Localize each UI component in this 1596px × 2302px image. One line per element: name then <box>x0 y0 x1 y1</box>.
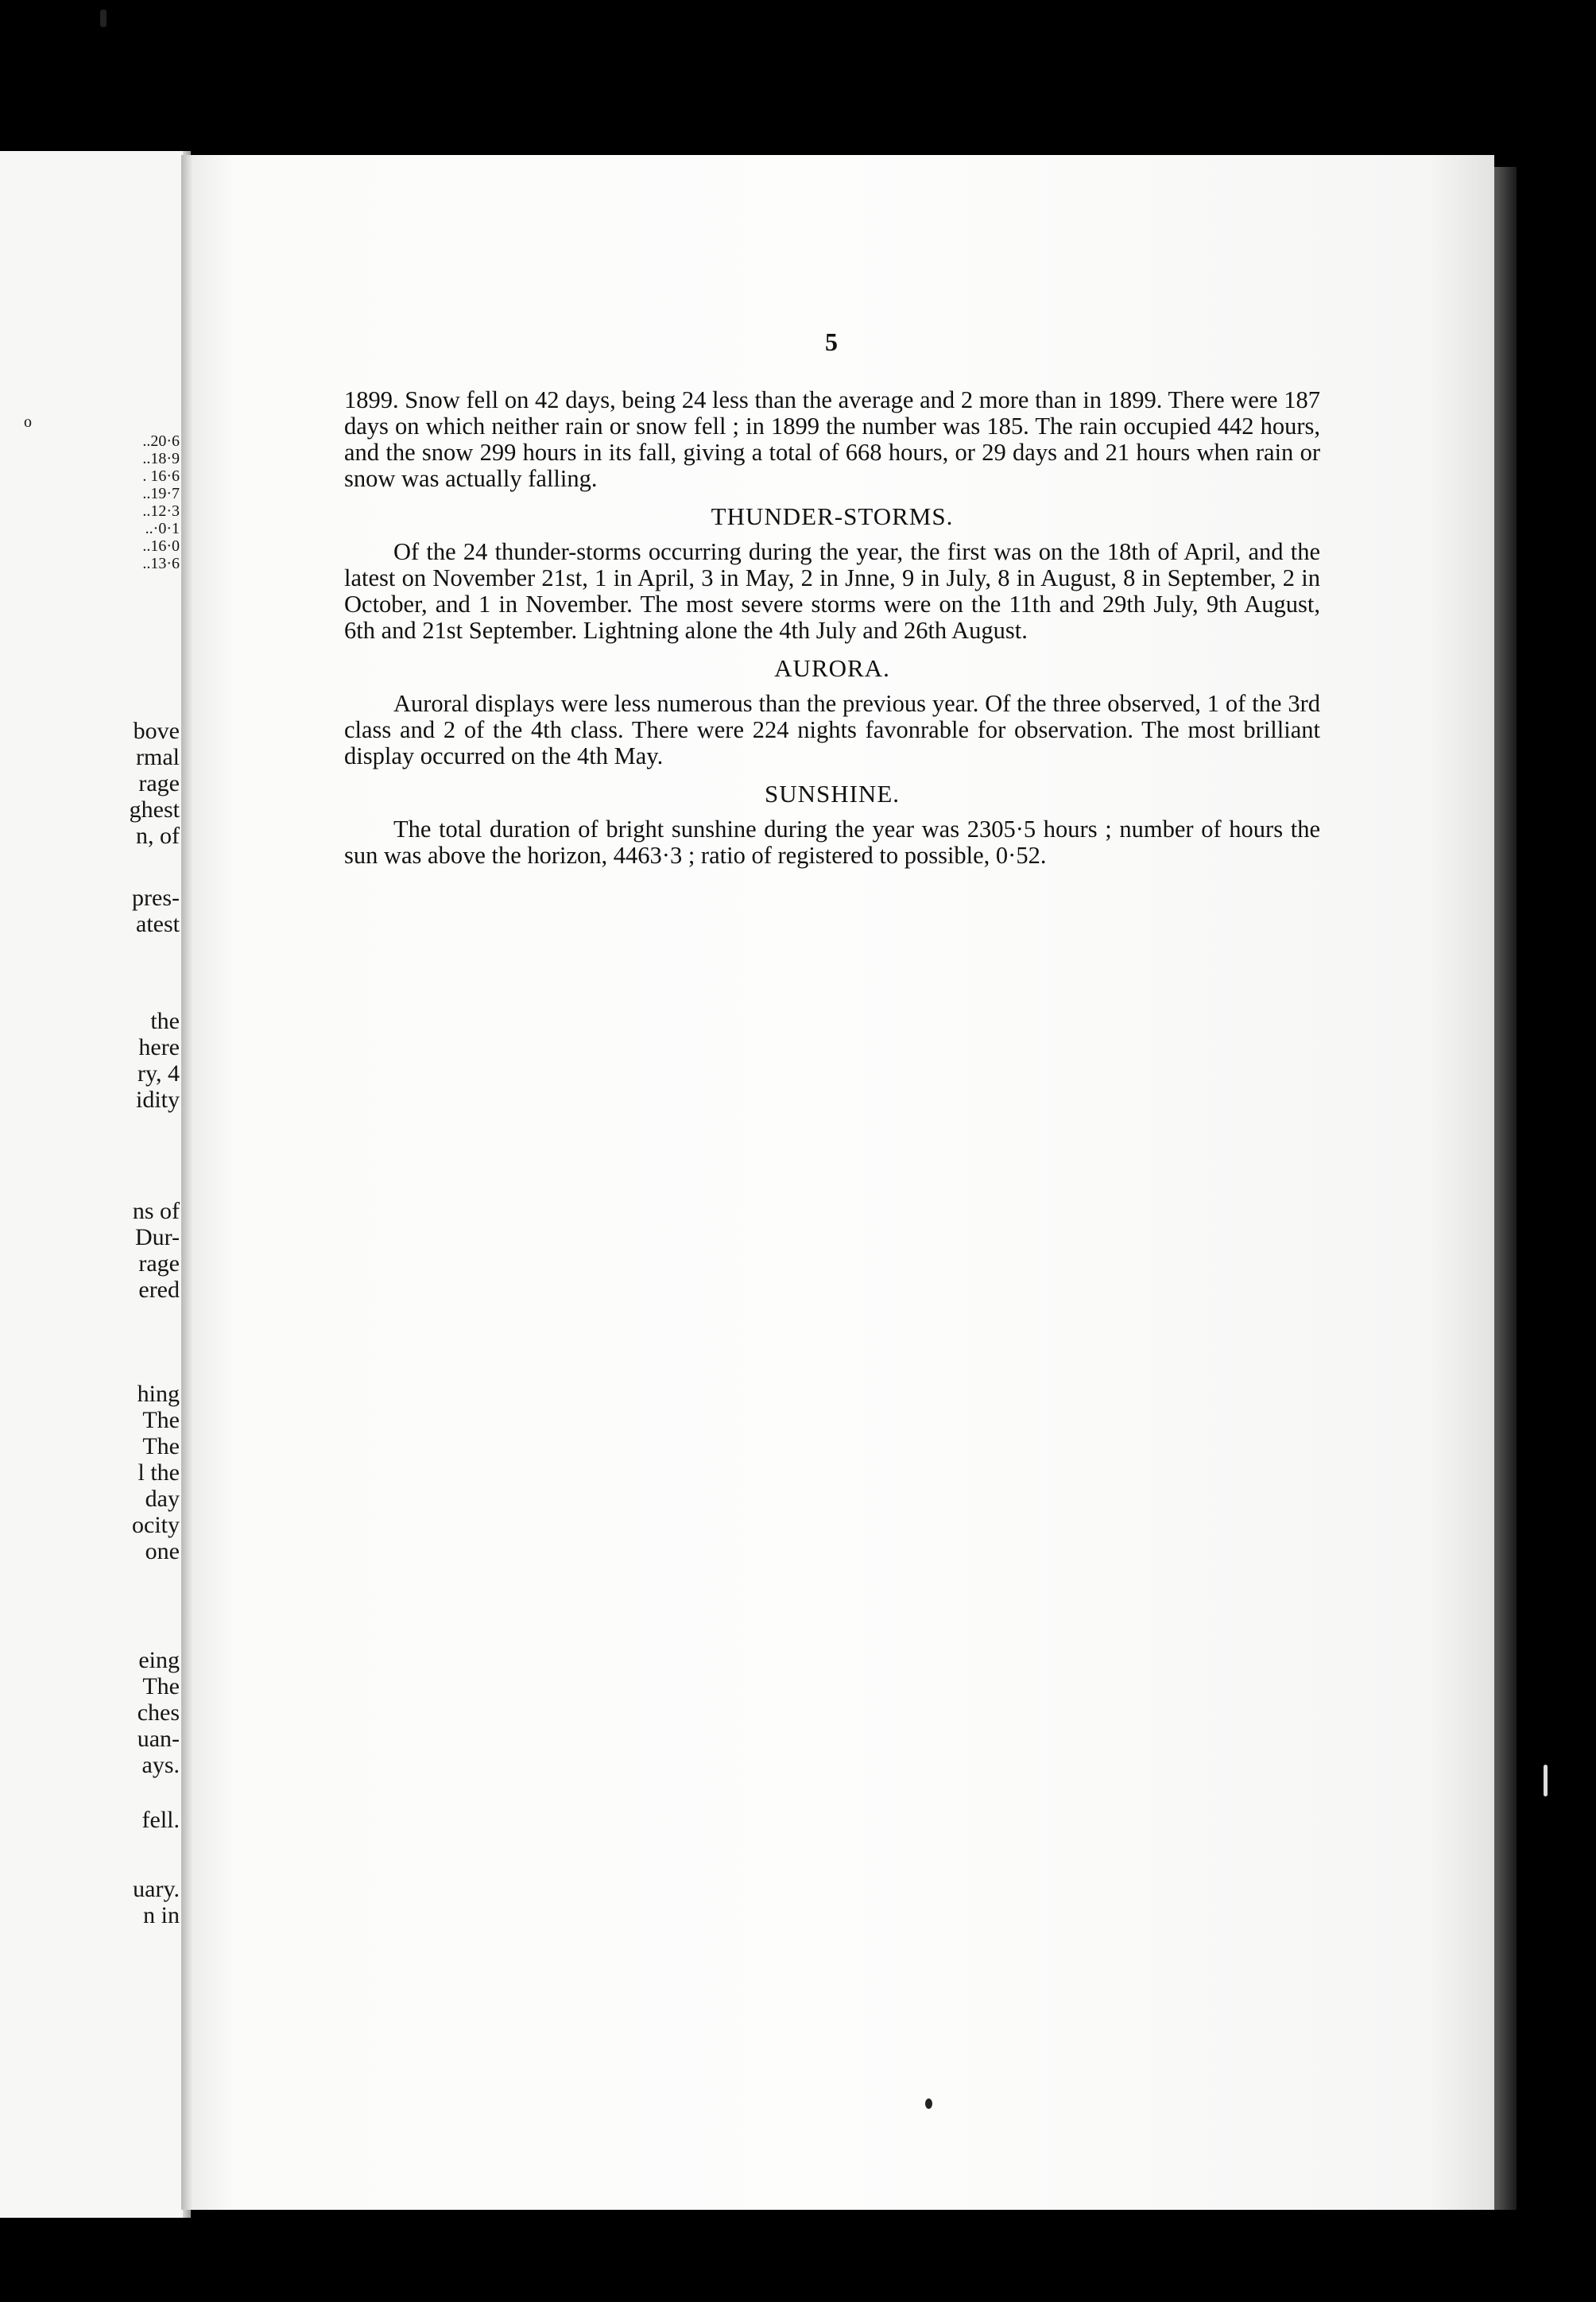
left-text-line: one <box>145 1538 180 1564</box>
left-text-line: n, of <box>136 823 180 849</box>
section-heading-aurora: AURORA. <box>774 654 890 682</box>
left-text-line: n in <box>143 1902 180 1928</box>
left-text-line: hing <box>137 1381 180 1407</box>
section-body-sunshine: The total duration of bright sunshine during the year was 2305·5 hours ; number of hours the sun was above the horizon, 4463·3 ; ratio of registered to possible, 0·52. <box>344 816 1320 869</box>
left-table-value: ..13·6 <box>142 555 180 572</box>
left-text-line: The <box>142 1673 180 1699</box>
section-heading-thunder-storms: THUNDER-STORMS. <box>711 502 954 530</box>
left-text-line: uan- <box>137 1726 180 1752</box>
left-text-line: here <box>138 1034 180 1060</box>
left-table-value: ..20·6 <box>142 432 180 450</box>
left-text-line: The <box>142 1433 180 1459</box>
section-body-thunder-storms: Of the 24 thunder-storms occurring during the year, the first was on the 18th of April, and the latest on November 21st, 1 in April, 3 in May, 2 in Jnne, 9 in July, 8 in August, 8 in September, 2 in October, and 1 in November. The most severe storms were on the 11th and 29th July, 9th August, 6th and 21st September. Lightning alone the 4th July and 26th August. <box>344 538 1320 644</box>
left-text-line: rmal <box>136 744 180 770</box>
left-text-line: ns of <box>132 1198 180 1224</box>
left-table-value: . 16·6 <box>142 467 180 485</box>
left-facing-page <box>0 151 191 2218</box>
left-text-line: ocity <box>132 1512 180 1538</box>
left-table-value: ..18·9 <box>142 450 180 467</box>
scan-speck <box>925 2099 932 2109</box>
left-text-line: the <box>150 1008 180 1034</box>
left-table-value: ..12·3 <box>142 502 180 520</box>
left-text-line: uary. <box>133 1876 180 1902</box>
left-text-line: atest <box>136 911 180 937</box>
left-text-line: day <box>145 1486 180 1512</box>
left-text-line: The <box>142 1407 180 1433</box>
section-heading-sunshine: SUNSHINE. <box>764 780 901 808</box>
page-number: 5 <box>825 327 838 356</box>
left-text-line: ays. <box>141 1752 180 1778</box>
page-body <box>344 387 1320 869</box>
left-text-line: l the <box>138 1459 180 1486</box>
left-text-line: Dur- <box>134 1224 180 1250</box>
left-text-line: ches <box>137 1699 180 1726</box>
left-table-value: ..·0·1 <box>145 520 180 537</box>
left-table-header: o <box>24 413 32 431</box>
left-text-line: ry, 4 <box>137 1060 180 1087</box>
section-body-aurora: Auroral displays were less numerous than the previous year. Of the three observed, 1 of the 3rd class and 2 of the 4th class. There were 224 nights favonrable for observation. The most brilliant display occurred on the 4th May. <box>344 690 1320 769</box>
left-text-line: ered <box>138 1277 180 1303</box>
left-text-line: fell. <box>141 1807 180 1833</box>
scan-speck <box>100 10 107 27</box>
left-text-line: bove <box>133 718 180 744</box>
opening-paragraph: 1899. Snow fell on 42 days, being 24 less than the average and 2 more than in 1899. There were 187 days on which neither rain or snow fell ; in 1899 the number was 185. The rain occupied 442 hours, and the snow 299 hours in its fall, giving a total of 668 hours, or 29 days and 21 hours when rain or snow was actually falling. <box>344 386 1320 492</box>
left-text-line: rage <box>138 1250 180 1277</box>
left-text-line: ghest <box>129 796 180 823</box>
binding-shadow <box>181 155 192 2210</box>
left-text-line: eing <box>138 1647 180 1673</box>
left-table-value: ..16·0 <box>142 537 180 555</box>
left-text-line: pres- <box>132 885 180 911</box>
scan-speck <box>1544 1765 1548 1796</box>
left-text-line: rage <box>138 770 180 796</box>
left-table-value: ..19·7 <box>142 485 180 502</box>
left-text-line: idity <box>135 1087 180 1113</box>
page-right-edge <box>1494 167 1517 2210</box>
